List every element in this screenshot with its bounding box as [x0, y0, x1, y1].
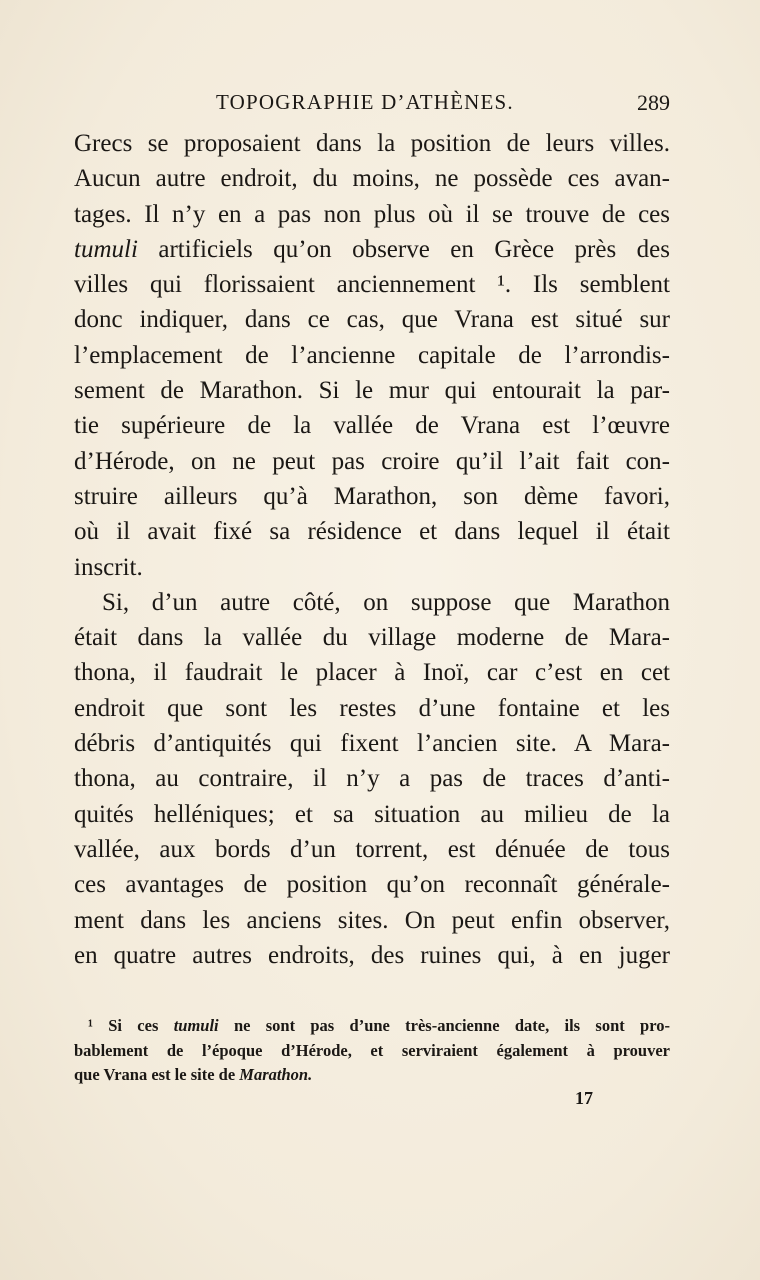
text-line: endroit que sont les restes d’une fontaine et les: [74, 694, 670, 722]
text-line: ces avantages de position qu’on reconnaît générale-: [74, 871, 670, 899]
footnote-text: que Vrana est le site de: [74, 1065, 236, 1084]
text-line: Grecs se proposaient dans la position de leurs villes.: [74, 130, 670, 157]
text-line: tie supérieure de la vallée de Vrana est l’œuvre: [74, 412, 670, 440]
text-line: struire ailleurs qu’à Marathon, son dème favori,: [74, 482, 670, 510]
text-line: thona, au contraire, il n’y a pas de traces d’anti-: [74, 765, 670, 793]
text-line: vallée, aux bords d’un torrent, est dénuée de tous: [74, 835, 670, 863]
text-line: ment dans les anciens sites. On peut enfin observer,: [74, 906, 670, 934]
text-line-with-italic: [74, 232, 670, 267]
footnote-text: Si ces: [108, 1016, 159, 1035]
text-line: villes qui florissaient anciennement ¹. Ils semblent: [74, 271, 670, 299]
text-line: thona, il faudrait le placer à Inoï, car c’est en cet: [74, 659, 670, 687]
text-fragment: artificiels qu’on observe en Grèce près des: [158, 235, 670, 263]
text-line: inscrit.: [74, 553, 143, 581]
text-line: Aucun autre endroit, du moins, ne possède ces avan-: [74, 165, 670, 193]
footnote-line: [74, 1063, 670, 1088]
footnote: [74, 1014, 670, 1088]
footnote-italic-term: Marathon.: [239, 1065, 313, 1084]
text-line: sement de Marathon. Si le mur qui entourait la par-: [74, 377, 670, 405]
text-line: en quatre autres endroits, des ruines qui, à en juger: [74, 941, 670, 969]
footnote-italic-term: tumuli: [173, 1016, 219, 1035]
text-line: donc indiquer, dans ce cas, que Vrana est situé sur: [74, 306, 670, 334]
text-line: débris d’antiquités qui fixent l’ancien site. A Mara-: [74, 730, 670, 758]
signature-mark: 17: [575, 1088, 593, 1108]
text-line: où il avait fixé sa résidence et dans lequel il était: [74, 518, 670, 546]
main-text: [74, 126, 670, 973]
footnote-line: [74, 1014, 670, 1039]
paragraph-start-line: Si, d’un autre côté, on suppose que Marathon: [102, 588, 670, 616]
page-number: 289: [637, 90, 670, 115]
text-line: l’emplacement de l’ancienne capitale de l’arrondis-: [74, 341, 670, 369]
footnote-line: bablement de l’époque d’Hérode, et serviraient également à prouver: [74, 1040, 670, 1060]
text-line: quités helléniques; et sa situation au milieu de la: [74, 800, 670, 828]
running-title: TOPOGRAPHIE D’ATHÈNES.: [216, 90, 514, 114]
page-header: [74, 86, 674, 120]
text-line: d’Hérode, on ne peut pas croire qu’il l’ait fait con-: [74, 447, 670, 475]
footnote-marker: ¹: [88, 1016, 93, 1035]
footnote-text: ne sont pas d’une très-ancienne date, ils sont pro-: [233, 1016, 670, 1035]
italic-term: tumuli: [74, 235, 138, 263]
text-line: tages. Il n’y en a pas non plus où il se trouve de ces: [74, 200, 670, 228]
text-line: était dans la vallée du village moderne de Mara-: [74, 624, 670, 652]
